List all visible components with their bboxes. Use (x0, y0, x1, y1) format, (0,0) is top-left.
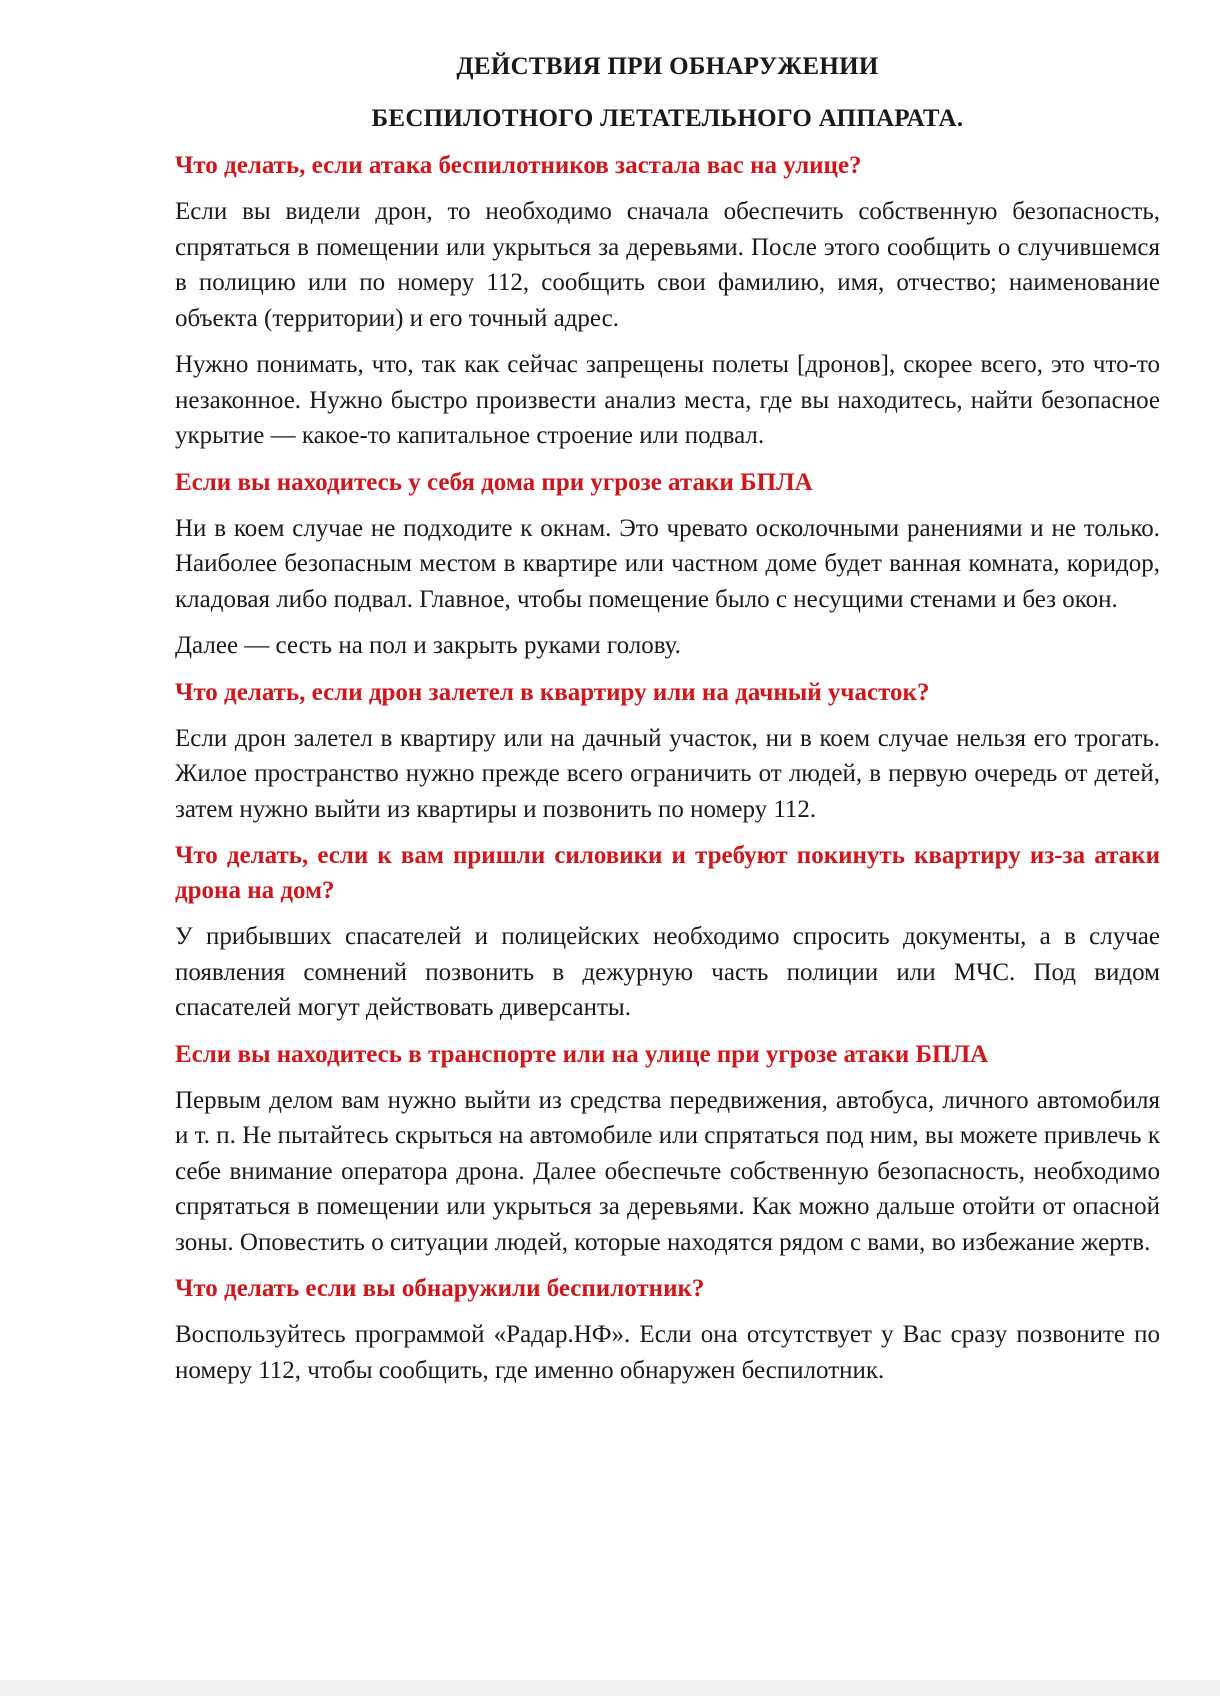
section-paragraph: Нужно понимать, что, так как сейчас запрещены полеты [дронов], скорее всего, это что-то незаконное. Нужно быстро произвести анализ места, где вы находитесь, найти безопасное укрытие — какое-то капитальное строение или подвал. (175, 351, 1160, 449)
section-heading: Если вы находитесь у себя дома при угрозе атаки БПЛА (175, 468, 813, 496)
document-title-line2: БЕСПИЛОТНОГО ЛЕТАТЕЛЬНОГО АППАРАТА. (371, 105, 964, 132)
section-heading: Если вы находитесь в транспорте или на улице при угрозе атаки БПЛА (175, 1040, 989, 1068)
section-street-attack (175, 148, 1160, 454)
section-in-transport (175, 1037, 1160, 1261)
section-paragraph: Первым делом вам нужно выйти из средства передвижения, автобуса, личного автомобиля и т. п. Не пытайтесь скрыться на автомобиле или спрятаться под ним, вы можете привлечь к себе внимание оператора дрона. Далее обеспечьте собственную безопасность, необходимо спрятаться в помещении или укрыться за деревьями. Как можно дальше отойти от опасной зоны. Оповестить о ситуации людей, которые находятся рядом с вами, во избежание жертв. (175, 1086, 1160, 1256)
section-at-home (175, 465, 1160, 664)
section-heading: Что делать, если к вам пришли силовики и требуют покинуть квартиру из-за атаки дрона на дом? (175, 842, 1160, 904)
section-heading: Что делать, если дрон залетел в квартиру или на дачный участок? (175, 678, 930, 706)
section-drone-found (175, 1271, 1160, 1388)
section-heading: Что делать, если атака беспилотников застала вас на улице? (175, 152, 862, 179)
section-paragraph: Ни в коем случае не подходите к окнам. Это чревато осколочными ранениями и не только. Наиболее безопасным местом в квартире или частном доме будет ванная комната, коридор, кладовая либо подвал. Главное, чтобы помещение было с несущими стенами и без окон. (175, 514, 1160, 613)
section-paragraph: Если дрон залетел в квартиру или на дачный участок, ни в коем случае нельзя его трогать. Жилое пространство нужно прежде всего ограничить от людей, в первую очередь от детей, затем нужно выйти из квартиры и позвонить по номеру 112. (175, 724, 1160, 823)
section-paragraph: Если вы видели дрон, то необходимо сначала обеспечить собственную безопасность, спрятаться в помещении или укрыться за деревьями. После этого сообщить о случившемся в полицию или по номеру 112, сообщить свои фамилию, имя, отчество; наименование объекта (территории) и его точный адрес. (175, 198, 1160, 332)
section-paragraph: У прибывших спасателей и полицейских необходимо спросить документы, а в случае появления сомнений позвонить в дежурную часть полиции или МЧС. Под видом спасателей могут действовать диверсанты. (175, 923, 1160, 1021)
section-paragraph: Воспользуйтесь программой «Радар.НФ». Если она отсутствует у Вас сразу позвоните по номеру 112, чтобы сообщить, где именно обнаружен беспилотник. (175, 1321, 1160, 1384)
document-content (175, 52, 1160, 1399)
section-drone-in-apartment (175, 675, 1160, 828)
section-security-forces (175, 838, 1160, 1026)
section-heading: Что делать если вы обнаружили беспилотник? (175, 1275, 705, 1302)
page-bottom-edge (0, 1680, 1220, 1696)
document-title-line1: ДЕЙСТВИЯ ПРИ ОБНАРУЖЕНИИ (456, 53, 879, 80)
section-paragraph: Далее — сесть на пол и закрыть руками голову. (175, 632, 681, 659)
